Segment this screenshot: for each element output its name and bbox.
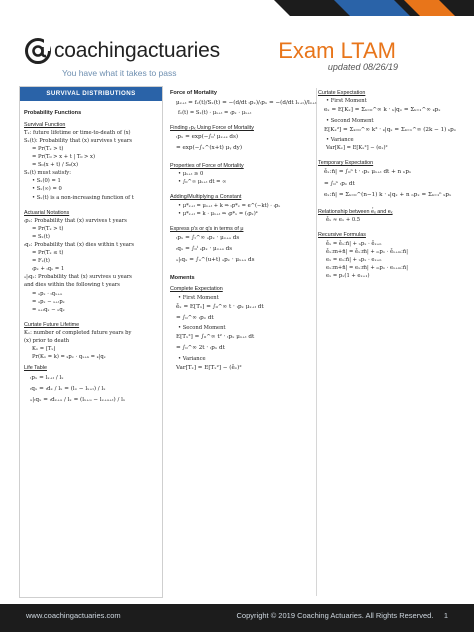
subsection-heading: Complete Expectation: [170, 286, 223, 293]
formula-line: ₜpₓ = ∫ₜ^∞ ₛpₓ · μₓ₊ₛ ds: [176, 235, 240, 242]
formula-line: • μ*ₓ₊ₜ = k · μₓ₊ₜ ⇒ ₜp*ₓ = (ₜpₓ)ᵏ: [178, 210, 258, 217]
formula-line: Sₓ(t) must satisfy:: [24, 170, 71, 177]
formula-line: ₜpₓ + ₜqₓ = 1: [32, 266, 65, 273]
formula-line: E[Kₓ²] = Σₖ₌₀^∞ k² · ₖ|qₓ = Σₖ₌₁^∞ (2k − 1) ₖpₓ: [324, 126, 457, 133]
logo-text: coachingactuaries: [54, 39, 220, 62]
subsection-heading: Curtate Future Lifetime: [24, 321, 80, 328]
header-stripes: [264, 0, 474, 16]
subsection-heading: Adding/Multiplying a Constant: [170, 194, 242, 201]
section-heading: Probability Functions: [24, 110, 82, 116]
formula-line: e̊ₓ = E[Tₓ] = ∫₀^∞ t · ₜpₓ μₓ₊ₜ dt: [176, 303, 264, 310]
subsection-heading: Life Table: [24, 365, 47, 372]
formula-line: = Pr(Tₓ > t): [32, 146, 64, 153]
formula-line: • Variance: [178, 355, 206, 362]
formula-line: ₜpₓ: Probability that (x) survives t years: [24, 217, 127, 224]
spacer: [170, 218, 314, 222]
formula-line: ₜqₓ = ∫₀ᵗ ₛpₓ · μₓ₊ₛ ds: [176, 246, 233, 253]
spacer: [170, 117, 314, 121]
formula-line: Tₓ: future lifetime or time-to-death of (x): [24, 130, 131, 137]
formula-line: • μₓ₊ₜ ≥ 0: [178, 171, 204, 178]
formula-line: = ∫₀^∞ 2t · ₜpₓ dt: [176, 345, 225, 352]
formula-line: • First Moment: [178, 294, 219, 301]
exam-updated-date: updated 08/26/19: [327, 62, 398, 72]
formula-line: Kₓ: number of completed future years by: [24, 330, 132, 337]
formula-line: = Sₓ(t): [32, 234, 50, 241]
formula-line: E[Tₓ²] = ∫₀^∞ t² · ₜpₓ μₓ₊ₜ dt: [176, 334, 255, 341]
formula-line: Sₓ(t): Probability that (x) survives t years: [24, 138, 132, 145]
formula-line: • First Moment: [326, 98, 367, 105]
coaching-at-icon: [24, 37, 52, 65]
formula-line: e̊ₓ:m+n̄| = e̊ₓ:m̄| + ₘpₓ · e̊ₓ₊ₘ:n̄|: [326, 248, 409, 255]
formula-line: = ᵤpₓ − ᵤ₊ₜpₓ: [32, 298, 65, 305]
formula-line: (x) prior to death: [24, 338, 70, 345]
panel-body: [20, 101, 162, 406]
formula-line: = ∫₀^∞ ₜpₓ dt: [176, 314, 214, 321]
section-heading: Force of Mortality: [170, 90, 217, 96]
formula-line: • ∫₀^∞ μₓ₊ₜ dt = ∞: [178, 179, 227, 186]
subsection-heading: Relationship between e̊ₓ and eₓ: [318, 208, 393, 215]
formula-line: e̊ₓ:n̄| = ∫₀ⁿ t · ₜpₓ μₓ₊ₜ dt + n ₙpₓ: [324, 169, 412, 176]
formula-line: Kₓ = ⌊Tₓ⌋: [32, 346, 56, 353]
spacer: [318, 201, 454, 205]
formula-line: ᵤ|ₜqₓ = ₜdₓ₊ᵤ / lₓ = (lₓ₊ᵤ − lₓ₊ᵤ₊ₜ) / lₓ: [30, 397, 126, 404]
subsection-heading: Temporary Expectation: [318, 160, 374, 166]
subsection-heading: Finding ₜpₓ Using Force of Mortality: [170, 124, 254, 131]
logo: [24, 36, 220, 66]
formula-line: = ∫₀ⁿ ₜpₓ dt: [324, 180, 355, 187]
subsection-heading: Actuarial Notations: [24, 209, 70, 216]
formula-line: • Sₓ(t) is a non-increasing function of t: [32, 194, 134, 201]
formula-line: eₓ:n̄| = Σₖ₌₀^(n−1) k · ₖ|qₓ + n ₙpₓ = Σₖ₌₁ⁿ ₖpₓ: [324, 191, 452, 198]
force-of-mortality-column: [170, 86, 317, 374]
formula-line: and dies within the following t years: [24, 282, 120, 289]
formula-line: Pr(Kₓ = k) = ₖpₓ · qₓ₊ₖ = ₖ|qₓ: [32, 354, 106, 361]
formula-line: ᵤ|ₜqₓ = ∫ᵤ^(u+t) ₛpₓ · μₓ₊ₛ ds: [176, 257, 255, 264]
subsection-heading: Survival Function: [24, 121, 66, 128]
formula-line: • Second Moment: [326, 117, 374, 124]
survival-distributions-panel: [19, 86, 163, 598]
tagline: You have what it takes to pass: [62, 68, 177, 78]
footer-copyright: [237, 611, 448, 620]
formula-line: eₓ:m+n̄| = eₓ:m̄| + ₘpₓ · eₓ₊ₘ:n̄|: [326, 264, 409, 271]
formula-line: fₓ(t) = Sₓ(t) · μₓ₊ₜ = ₜpₓ · μₓ₊ₜ: [178, 109, 252, 116]
formula-line: eₓ = eₓ:n̄| + ₙpₓ · eₓ₊ₙ: [326, 256, 382, 263]
formula-line: = Fₓ(t): [32, 258, 50, 265]
spacer: [318, 224, 454, 228]
subsection-heading: Curtate Expectation: [318, 90, 366, 96]
formula-line: ᵤ|ₜqₓ: Probability that (x) survives u years: [24, 274, 132, 281]
formula-line: ₜpₓ = exp(−∫₀ᵗ μₓ₊ₛ ds): [176, 134, 239, 141]
formula-line: Var[Kₓ] = E[Kₓ²] − (eₓ)²: [326, 144, 388, 151]
column-divider: [316, 88, 317, 596]
formula-line: = exp(−∫ₓ^(x+t) μᵧ dy): [176, 145, 243, 152]
formula-line: • μ*ₓ₊ₜ = μₓ₊ₜ + k ⇒ ₜp*ₓ = e^(−kt) · ₜpₓ: [178, 202, 281, 209]
formula-line: Var[Tₓ] = E[Tₓ²] − (e̊ₓ)²: [176, 364, 242, 371]
formula-line: = S₀(x + t) / S₀(x): [32, 162, 78, 169]
formula-line: = Pr(Tₓ > t): [32, 226, 64, 233]
subsection-heading: Properties of Force of Mortality: [170, 162, 244, 169]
curtate-expectation-column: [318, 86, 457, 280]
formula-line: = ᵤ₊ₜqₓ − ᵤqₓ: [32, 306, 65, 313]
spacer: [170, 155, 314, 159]
footer: [0, 604, 474, 632]
formula-line: ₜqₓ: Probability that (x) dies within t years: [24, 242, 135, 249]
formula-line: • Second Moment: [178, 325, 226, 332]
spacer: [24, 202, 158, 206]
formula-line: • Variance: [326, 136, 354, 143]
formula-line: eₓ = pₓ(1 + eₓ₊₁): [326, 273, 370, 279]
formula-line: e̊ₓ ≈ eₓ + 0.5: [326, 217, 361, 224]
formula-line: e̊ₓ = e̊ₓ:n̄| + ₙpₓ · e̊ₓ₊ₙ: [326, 240, 382, 247]
page-number: 1: [443, 611, 448, 620]
formula-line: = Pr(T₀ > x + t | T₀ > x): [32, 154, 96, 161]
formula-line: eₓ = E[Kₓ] = Σₖ₌₀^∞ k · ₖ|qₓ = Σₖ₌₁^∞ ₖpₓ: [324, 107, 441, 114]
formula-line: • Sₓ(∞) = 0: [32, 186, 62, 193]
exam-title: Exam LTAM: [278, 38, 396, 63]
formula-line: • Sₓ(0) = 1: [32, 178, 61, 185]
section-heading: Moments: [170, 274, 195, 281]
formula-line: μₓ₊ₜ = fₓ(t)/Sₓ(t) = −(d/dt ₜpₓ)/ₜpₓ = −(d/dt lₓ₊ₜ)/lₓ₊ₜ: [176, 99, 317, 106]
spacer: [170, 186, 314, 190]
subsection-heading: Recursive Formulas: [318, 232, 366, 239]
formula-line: ₜpₓ = lₓ₊ₜ / lₓ: [30, 374, 64, 381]
formula-line: = Pr(Tₓ ≤ t): [32, 250, 64, 257]
copyright-text: Copyright © 2019 Coaching Actuaries. All Rights Reserved.: [236, 611, 434, 620]
subsection-heading: Express p's or q's in terms of μ: [170, 225, 244, 232]
formula-line: = ᵤpₓ · ₜqₓ₊ᵤ: [32, 290, 63, 297]
formula-line: ₜqₓ = ₜdₓ / lₓ = (lₓ − lₓ₊ₜ) / lₓ: [30, 385, 106, 392]
spacer: [318, 152, 454, 156]
spacer: [170, 267, 314, 271]
panel-header: SURVIVAL DISTRIBUTIONS: [20, 87, 162, 101]
footer-url[interactable]: www.coachingactuaries.com: [26, 611, 121, 620]
spacer: [24, 314, 158, 318]
